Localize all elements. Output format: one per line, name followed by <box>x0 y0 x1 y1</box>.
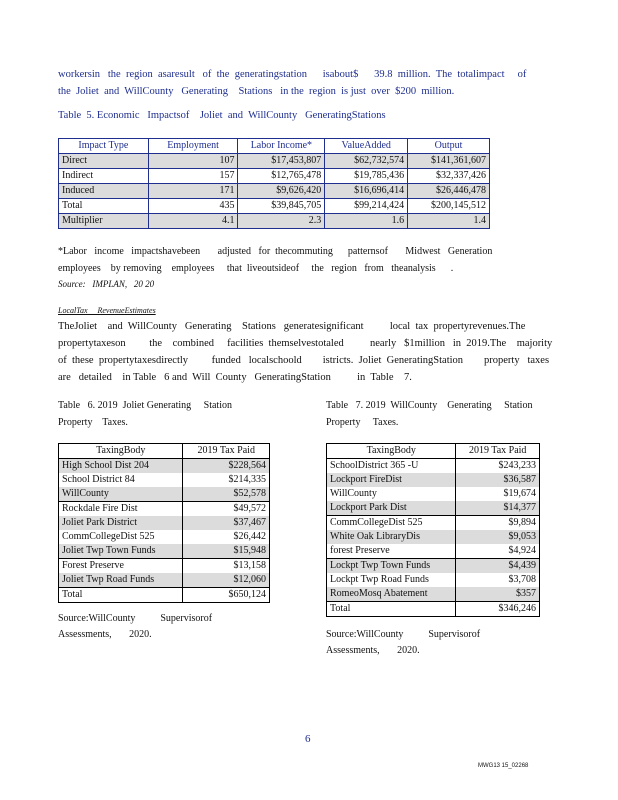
cell-value: 1.6 <box>325 214 408 229</box>
cell-value: $62,732,574 <box>325 154 408 169</box>
table-row <box>59 473 270 487</box>
cell-body: SchoolDistrict 365 -U <box>327 459 456 474</box>
cell-body: CommCollegeDist 525 <box>327 516 456 531</box>
cell-output: $200,145,512 <box>408 199 490 214</box>
cell-labor: $12,765,478 <box>238 169 325 184</box>
section-line-1: TheJoliet and WillCounty Generating Stations generatesignificant local tax propertyrevenues.The <box>58 321 526 332</box>
cell-body: Joliet Park District <box>59 516 183 530</box>
cell-output: $32,337,426 <box>408 169 490 184</box>
table-row <box>59 502 270 517</box>
cell-labor: $39,845,705 <box>238 199 325 214</box>
table-row <box>327 516 540 531</box>
cell-paid: $19,674 <box>456 487 540 501</box>
col-impact-type: Impact Type <box>59 139 149 154</box>
section-line-2: propertytaxeson the combined facilities themselvestotaled nearly $1million in 2019.The majority <box>58 338 553 349</box>
table-row <box>327 587 540 602</box>
cell-value: $99,214,424 <box>325 199 408 214</box>
col-output: Output <box>408 139 490 154</box>
cell-employment: 435 <box>148 199 238 214</box>
cell-paid: $36,587 <box>456 473 540 487</box>
cell-output: $141,361,607 <box>408 154 490 169</box>
cell-employment: 4.1 <box>148 214 238 229</box>
table-row <box>59 199 490 214</box>
cell-body: Forest Preserve <box>59 559 183 574</box>
cell-type: Indirect <box>59 169 149 184</box>
cell-paid: $3,708 <box>456 573 540 587</box>
cell-body: WillCounty <box>327 487 456 501</box>
section-line-3: of these propertytaxesdirectly funded localschoold istricts. Joliet GeneratingStation property taxes <box>58 355 550 366</box>
cell-paid: $228,564 <box>183 459 270 474</box>
table6-source-line-1: Source:WillCounty Supervisorof <box>58 613 213 624</box>
table6-caption-line-1: Table 6. 2019 Joliet Generating Station <box>58 400 232 411</box>
col-tax-paid: 2019 Tax Paid <box>456 444 540 459</box>
intro-line-2: the Joliet and WillCounty Generating Stations in the region is just over $200 million. <box>58 86 455 97</box>
willcounty-tax-table <box>326 443 540 617</box>
cell-body: Joliet Twp Road Funds <box>59 573 183 588</box>
document-code: MWG13 15_02268 <box>478 763 529 769</box>
cell-paid: $26,442 <box>183 530 270 544</box>
table7-source-line-2: Assessments, 2020. <box>326 645 420 656</box>
cell-type: Total <box>59 199 149 214</box>
cell-value: $19,785,436 <box>325 169 408 184</box>
table-row <box>59 214 490 229</box>
table-header-row <box>59 139 490 154</box>
cell-body: Total <box>327 602 456 617</box>
cell-paid: $9,053 <box>456 530 540 544</box>
cell-labor: $9,626,420 <box>238 184 325 199</box>
cell-body: CommCollegeDist 525 <box>59 530 183 544</box>
table-row <box>59 487 270 502</box>
cell-labor: $17,453,807 <box>238 154 325 169</box>
table-row <box>327 473 540 487</box>
cell-paid: $49,572 <box>183 502 270 517</box>
col-value-added: ValueAdded <box>325 139 408 154</box>
table-row <box>327 544 540 559</box>
table-row <box>59 459 270 474</box>
table-row <box>59 559 270 574</box>
cell-paid: $52,578 <box>183 487 270 502</box>
table-row <box>327 501 540 516</box>
cell-type: Induced <box>59 184 149 199</box>
table-row <box>59 573 270 588</box>
cell-paid: $13,158 <box>183 559 270 574</box>
cell-output: $26,446,478 <box>408 184 490 199</box>
cell-body: High School Dist 204 <box>59 459 183 474</box>
table5-source: Source: IMPLAN, 20 20 <box>58 279 155 289</box>
table-row <box>327 559 540 574</box>
cell-body: RomeoMosq Abatement <box>327 587 456 602</box>
cell-employment: 157 <box>148 169 238 184</box>
cell-body: Total <box>59 588 183 603</box>
col-taxing-body: TaxingBody <box>59 444 183 459</box>
cell-paid: $12,060 <box>183 573 270 588</box>
joliet-tax-table <box>58 443 270 603</box>
cell-type: Direct <box>59 154 149 169</box>
cell-paid: $214,335 <box>183 473 270 487</box>
cell-body: Lockpt Twp Town Funds <box>327 559 456 574</box>
table7-caption-line-2: Property Taxes. <box>326 417 399 428</box>
table6-caption-line-2: Property Taxes. <box>58 417 128 428</box>
table-row <box>59 169 490 184</box>
cell-type: Multiplier <box>59 214 149 229</box>
cell-labor: 2.3 <box>238 214 325 229</box>
cell-paid: $37,467 <box>183 516 270 530</box>
cell-body: Rockdale Fire Dist <box>59 502 183 517</box>
col-tax-paid: 2019 Tax Paid <box>183 444 270 459</box>
table-row <box>59 530 270 544</box>
col-employment: Employment <box>148 139 238 154</box>
cell-body: School District 84 <box>59 473 183 487</box>
cell-paid: $346,246 <box>456 602 540 617</box>
table5-note-line-1: *Labor income impactshavebeen adjusted for thecommuting patternsof Midwest Generation <box>58 246 493 257</box>
cell-output: 1.4 <box>408 214 490 229</box>
page-number: 6 <box>305 733 311 745</box>
table-row <box>327 459 540 474</box>
table5-title: Table 5. Economic Impactsof Joliet and WillCounty GeneratingStations <box>58 110 386 121</box>
col-labor-income: Labor Income* <box>238 139 325 154</box>
section-heading: LocalTax RevenueEstimates <box>58 306 156 315</box>
table7-source-line-1: Source:WillCounty Supervisorof <box>326 629 481 640</box>
table6-source-line-2: Assessments, 2020. <box>58 629 152 640</box>
table-row <box>59 154 490 169</box>
table-row <box>327 602 540 617</box>
cell-paid: $4,924 <box>456 544 540 559</box>
cell-body: Lockport FireDist <box>327 473 456 487</box>
cell-paid: $15,948 <box>183 544 270 559</box>
table5-note-line-2: employees by removing employees that liveoutsideof the region from theanalysis . <box>58 263 454 274</box>
cell-paid: $243,233 <box>456 459 540 474</box>
table-header-row <box>59 444 270 459</box>
table-row <box>327 487 540 501</box>
section-line-4: are detailed in Table 6 and Will County GeneratingStation in Table 7. <box>58 372 412 383</box>
table-row <box>327 573 540 587</box>
cell-body: forest Preserve <box>327 544 456 559</box>
cell-value: $16,696,414 <box>325 184 408 199</box>
table-header-row <box>327 444 540 459</box>
table-row <box>327 530 540 544</box>
cell-body: Lockpt Twp Road Funds <box>327 573 456 587</box>
col-taxing-body: TaxingBody <box>327 444 456 459</box>
cell-paid: $9,894 <box>456 516 540 531</box>
cell-paid: $14,377 <box>456 501 540 516</box>
cell-body: Lockport Park Dist <box>327 501 456 516</box>
economic-impact-table <box>58 138 490 229</box>
cell-paid: $650,124 <box>183 588 270 603</box>
cell-paid: $4,439 <box>456 559 540 574</box>
intro-line-1: workersin the region asaresult of the generatingstation isabout$ 39.8 million. The totalimpact of <box>58 69 527 80</box>
cell-paid: $357 <box>456 587 540 602</box>
cell-employment: 107 <box>148 154 238 169</box>
table-row <box>59 516 270 530</box>
cell-body: Joliet Twp Town Funds <box>59 544 183 559</box>
table-row <box>59 184 490 199</box>
table7-caption-line-1: Table 7. 2019 WillCounty Generating Station <box>326 400 533 411</box>
cell-employment: 171 <box>148 184 238 199</box>
cell-body: White Oak LibraryDis <box>327 530 456 544</box>
table-row <box>59 544 270 559</box>
table-row <box>59 588 270 603</box>
cell-body: WillCounty <box>59 487 183 502</box>
